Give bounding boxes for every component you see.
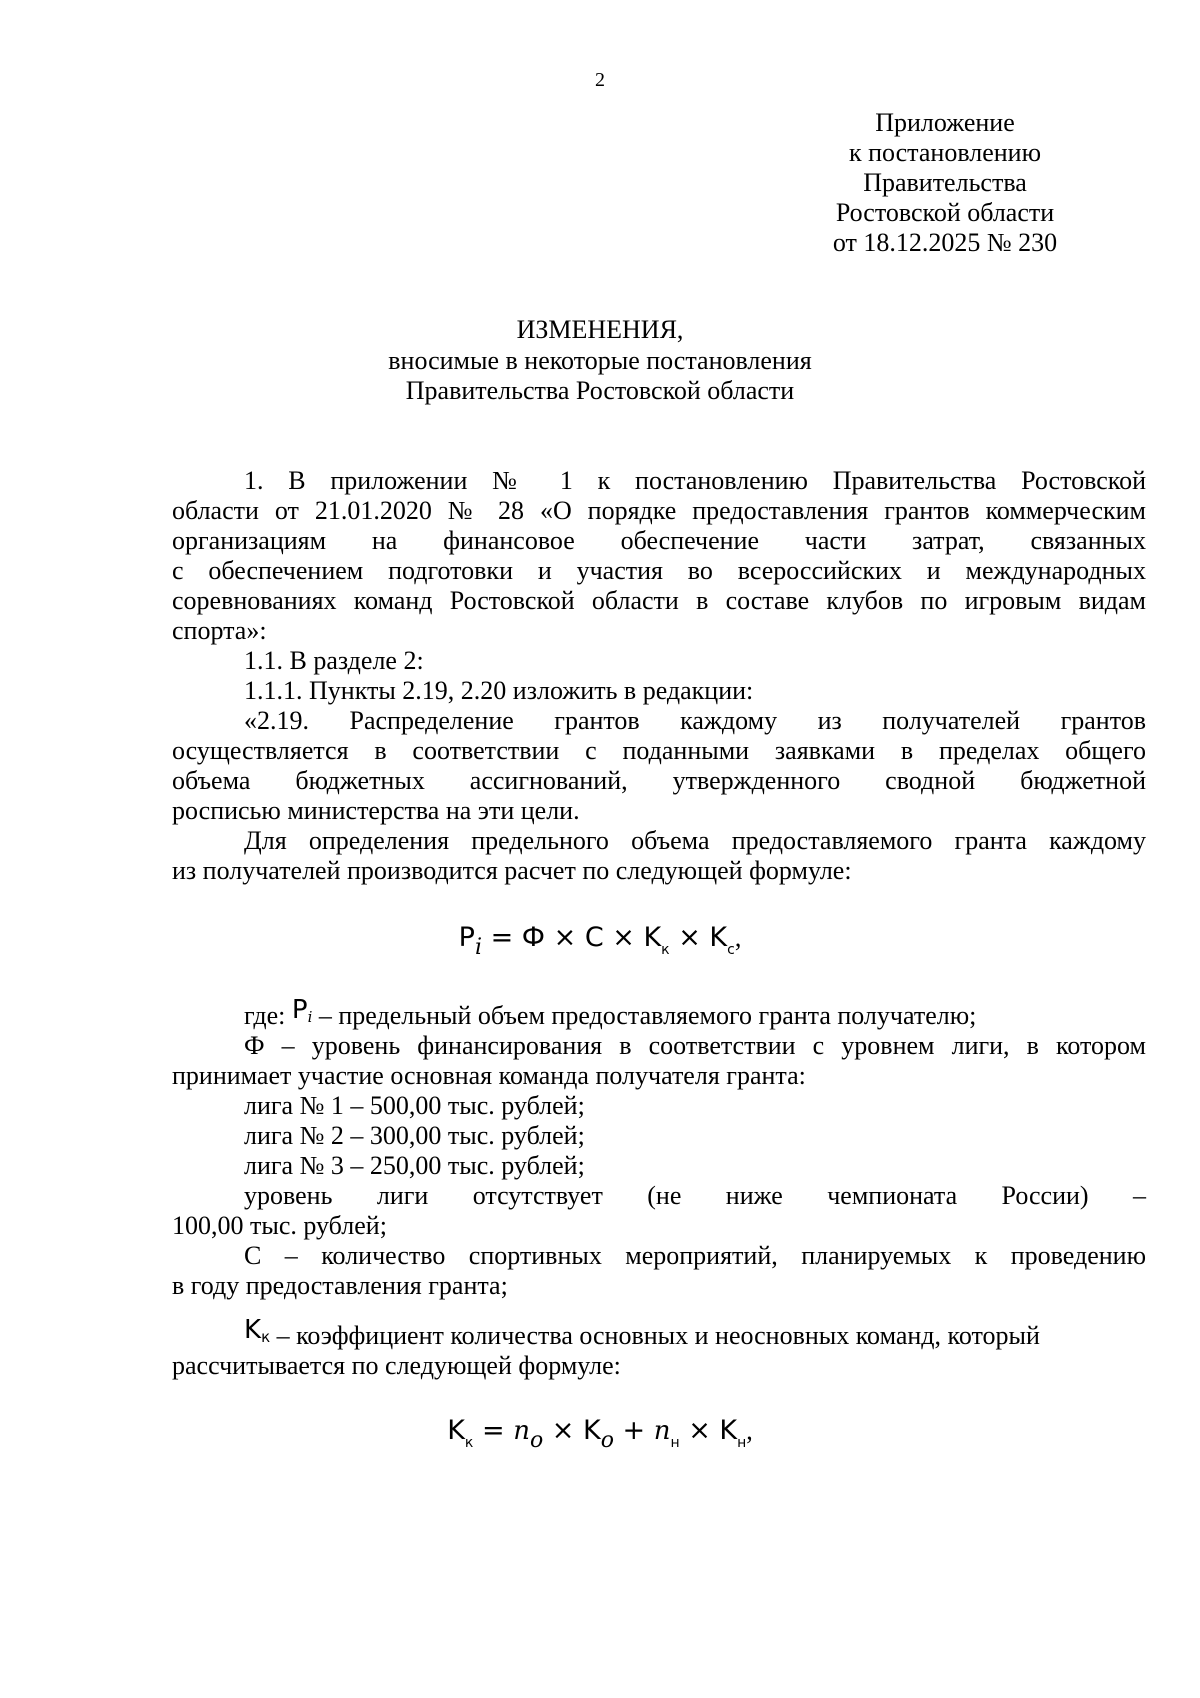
formula-subscript: i xyxy=(474,935,482,960)
text-line: области от 21.01.2020 № 28 «О порядке предоставления грантов коммерческим xyxy=(172,496,1146,525)
appendix-line: от 18.12.2025 № 230 xyxy=(832,228,1058,257)
where-text: – предельный объем предоставляемого гранта получателю; xyxy=(312,1001,977,1030)
text-line: с обеспечением подготовки и участия во всероссийских и международных xyxy=(172,556,1146,585)
where-prefix: где: xyxy=(244,1001,292,1030)
formula-subscript: н xyxy=(737,1435,747,1451)
formula-text: × K xyxy=(679,1415,738,1446)
text-line: соревнованиях команд Ростовской области в составе клубов по игровым видам xyxy=(172,586,1146,615)
text-line: из получателей производится расчет по следующей формуле: xyxy=(172,856,852,885)
document-subtitle: вносимые в некоторые постановления xyxy=(388,346,812,375)
appendix-line: Правительства xyxy=(863,168,1027,197)
formula-text: × K xyxy=(669,922,728,953)
formula-grant xyxy=(0,918,1200,962)
league-item: лига № 1 – 500,00 тыс. рублей; xyxy=(244,1091,585,1120)
formula-text: × K xyxy=(543,1415,601,1446)
text-line: организациям на финансовое обеспечение части затрат, связанных xyxy=(172,526,1146,555)
formula-subscript: o xyxy=(600,1428,614,1453)
formula-subscript: i xyxy=(307,1008,313,1026)
formula-kk xyxy=(0,1411,1200,1455)
formula-variable: n xyxy=(513,1416,530,1446)
item-1-1-1: 1.1.1. Пункты 2.19, 2.20 изложить в редакции: xyxy=(244,676,754,705)
formula-text: = Ф × С × K xyxy=(482,922,662,953)
text-line: в году предоставления гранта; xyxy=(172,1271,508,1300)
formula-subscript: к xyxy=(464,1435,474,1451)
item-1-1: 1.1. В разделе 2: xyxy=(244,646,424,675)
text-line: рассчитывается по следующей формуле: xyxy=(172,1351,621,1380)
document-title: ИЗМЕНЕНИЯ, xyxy=(516,315,684,344)
text-line: «2.19. Распределение грантов каждому из получателей грантов xyxy=(244,706,1146,735)
formula-symbol: K xyxy=(447,1415,465,1446)
formula-variable: n xyxy=(653,1416,671,1446)
text-line xyxy=(244,1315,1146,1351)
appendix-line: Приложение xyxy=(875,108,1015,137)
text-line: спорта»: xyxy=(172,616,267,645)
formula-symbol: K xyxy=(244,1315,262,1345)
document-subtitle: Правительства Ростовской области xyxy=(405,376,795,405)
league-item: лига № 2 – 300,00 тыс. рублей; xyxy=(244,1121,585,1150)
text-line: Для определения предельного объема предоставляемого гранта каждому xyxy=(244,826,1146,855)
where-line xyxy=(244,995,977,1031)
text-line: объема бюджетных ассигнований, утвержденного сводной бюджетной xyxy=(172,766,1146,795)
formula-text: , xyxy=(746,1416,753,1445)
text-line: С – количество спортивных мероприятий, планируемых к проведению xyxy=(244,1241,1146,1270)
text-line: 100,00 тыс. рублей; xyxy=(172,1211,387,1240)
formula-text: + xyxy=(613,1415,654,1446)
text-line: 1. В приложении № 1 к постановлению Правительства Ростовской xyxy=(244,466,1146,495)
appendix-line: к постановлению xyxy=(848,138,1042,167)
formula-subscript: к xyxy=(661,942,670,958)
appendix-line: Ростовской области xyxy=(835,198,1055,227)
text-line: Ф – уровень финансирования в соответствии с уровнем лиги, в котором xyxy=(244,1031,1146,1060)
formula-text: = xyxy=(473,1415,514,1446)
formula-subscript: с xyxy=(727,942,735,958)
formula-symbol: P xyxy=(291,995,308,1025)
formula-subscript: к xyxy=(261,1328,271,1346)
formula-subscript: н xyxy=(670,1435,680,1451)
formula-text: , xyxy=(734,923,742,952)
formula-symbol: P xyxy=(458,922,475,953)
page-number: 2 xyxy=(595,69,605,91)
formula-subscript: o xyxy=(529,1428,544,1453)
kk-text: – коэффициент количества основных и неосновных команд, который xyxy=(270,1321,1040,1350)
text-line: росписью министерства на эти цели. xyxy=(172,796,580,825)
league-item: лига № 3 – 250,00 тыс. рублей; xyxy=(244,1151,585,1180)
text-line: принимает участие основная команда получателя гранта: xyxy=(172,1061,806,1090)
text-line: уровень лиги отсутствует (не ниже чемпионата России) – xyxy=(244,1181,1146,1210)
text-line: осуществляется в соответствии с поданными заявками в пределах общего xyxy=(172,736,1146,765)
